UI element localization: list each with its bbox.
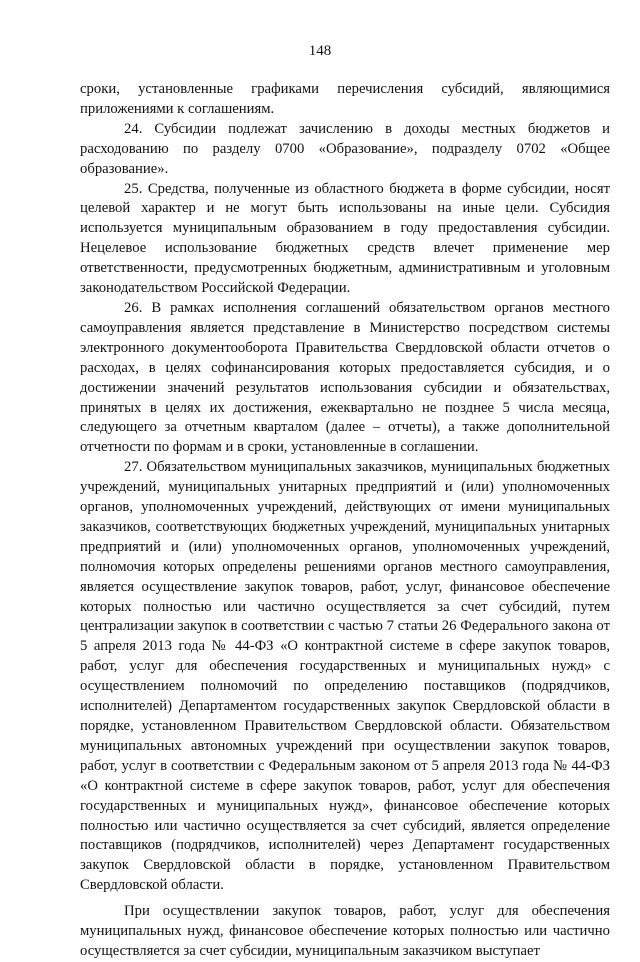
paragraph-26: 26. В рамках исполнения соглашений обязательством органов местного самоуправления является представление в Министерство посредством системы электронного документооборота Правительства Свердловской области отчетов о расходах, в целях софинансирования которых предоставляется субсидия, и о достижении значений результатов использования субсидии и обязательствах, принятых в целях их достижения, ежеквартально не позднее 5 числа месяца, следующего за отчетным кварталом (далее – отчеты), а также дополнительной отчетности по формам и в сроки, установленные в соглашении.: [80, 299, 610, 456]
page-number: 148: [308, 43, 332, 59]
document-body: [80, 80, 610, 962]
paragraph-procurement: При осуществлении закупок товаров, работ, услуг для обеспечения муниципальных нужд, финансовое обеспечение которых полностью или частично осуществляется за счет субсидии, муниципальным заказчиком выступает: [80, 903, 610, 959]
paragraph-27: 27. Обязательством муниципальных заказчиков, муниципальных бюджетных учреждений, муниципальных унитарных предприятий и (или) уполномоченных органов, уполномоченных учреждений, действующих от имени муниципальных заказчиков, соответствующих бюджетных учреждений, муниципальных унитарных предприятий и (или) уполномоченных органов, уполномоченных учреждений, полномочия которых определены решениями органов местного самоуправления, является осуществление закупок товаров, работ, услуг, финансовое обеспечение которых полностью или частично осуществляется за счет субсидий, путем централизации закупок в соответствии с частью 7 статьи 26 Федерального закона от 5 апреля 2013 года № 44-ФЗ «О контрактной системе в сфере закупок товаров, работ, услуг для обеспечения государственных и муниципальных нужд» с осуществлением полномочий по определению поставщиков (подрядчиков, исполнителей) Департаментом государственных закупок Свердловской области в порядке, установленном Правительством Свердловской области. Обязательством муниципальных автономных учреждений при осуществлении закупок товаров, работ, услуг в соответствии с Федеральным законом от 5 апреля 2013 года № 44-ФЗ «О контрактной системе в сфере закупок товаров, работ, услуг для обеспечения государственных и муниципальных нужд», финансовое обеспечение которых полностью или частично осуществляется за счет субсидий, является определение поставщиков (подрядчиков, исполнителей) через Департамент государственных закупок Свердловской области в порядке, установленном Правительством Свердловской области.: [80, 459, 610, 894]
paragraph-25: 25. Средства, полученные из областного бюджета в форме субсидии, носят целевой характер и не могут быть использованы на иные цели. Субсидия используется муниципальным образованием в году предоставления субсидии. Нецелевое использование бюджетных средств влечет применение мер ответственности, предусмотренных бюджетным, административным и уголовным законодательством Российской Федерации.: [80, 180, 610, 297]
paragraph-24: 24. Субсидии подлежат зачислению в доходы местных бюджетов и расходованию по разделу 0700 «Образование», подразделу 0702 «Общее образование».: [80, 120, 610, 177]
paragraph-continuation: сроки, установленные графиками перечисления субсидий, являющимися приложениями к соглашениям.: [80, 81, 610, 117]
